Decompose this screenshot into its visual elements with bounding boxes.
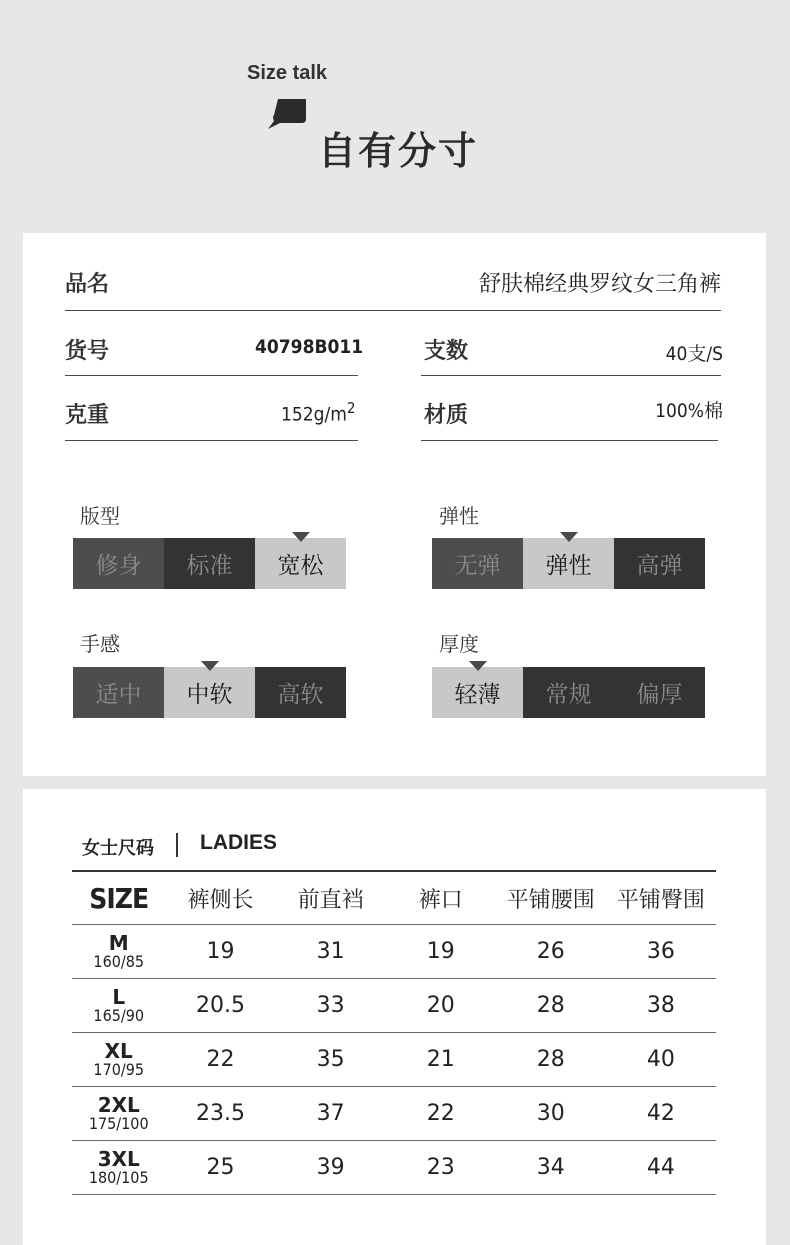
count-label: 支数 — [424, 339, 469, 364]
size-cell — [72, 1033, 165, 1087]
divider — [421, 375, 721, 376]
product-name-label: 品名 — [65, 272, 110, 297]
table-cell: 20.5 — [165, 979, 275, 1033]
scale-option — [614, 538, 705, 589]
size-cell — [72, 979, 165, 1033]
scale-option — [164, 667, 255, 718]
table-cell: 22 — [165, 1033, 275, 1087]
scale-option-label: 修身 — [95, 553, 142, 579]
size-label: 3XL — [97, 1146, 140, 1171]
table-cell: 35 — [276, 1033, 386, 1087]
thickness-title: 厚度 — [439, 632, 479, 656]
table-header-row — [72, 871, 716, 925]
scale-option — [432, 667, 523, 718]
table-cell: 23.5 — [165, 1087, 275, 1141]
hand-feel-scale — [73, 667, 346, 718]
table-cell: 20 — [386, 979, 496, 1033]
material-value: 100%棉 — [655, 400, 723, 422]
table-row — [72, 1087, 716, 1141]
header-waist: 平铺腰围 — [496, 871, 606, 925]
table-cell: 25 — [165, 1141, 275, 1195]
header-side-length: 裤侧长 — [165, 871, 275, 925]
fit-title: 版型 — [80, 504, 120, 528]
product-name-value: 舒肤棉经典罗纹女三角裤 — [478, 272, 721, 297]
table-cell: 21 — [386, 1033, 496, 1087]
item-no-value: 40798B011 — [255, 336, 364, 358]
divider — [65, 440, 358, 441]
speech-bubble-icon — [266, 97, 308, 131]
scale-option-label: 偏厚 — [636, 682, 683, 708]
divider — [65, 375, 358, 376]
table-cell: 40 — [606, 1033, 716, 1087]
table-cell: 23 — [386, 1141, 496, 1195]
scale-option-label: 宽松 — [277, 553, 324, 579]
scale-option-label: 弹性 — [545, 553, 592, 579]
scale-option-label: 轻薄 — [454, 682, 501, 708]
header-leg-opening: 裤口 — [386, 871, 496, 925]
size-cell — [72, 1141, 165, 1195]
title-separator — [176, 833, 178, 857]
header-size: SIZE — [72, 871, 165, 925]
table-row — [72, 1033, 716, 1087]
scale-option — [73, 538, 164, 589]
table-row — [72, 1141, 716, 1195]
size-label: M — [108, 930, 129, 955]
header-hip: 平铺臀围 — [606, 871, 716, 925]
item-no-label: 货号 — [65, 339, 110, 364]
material-label: 材质 — [424, 403, 469, 428]
scale-option — [523, 538, 614, 589]
table-cell: 39 — [276, 1141, 386, 1195]
table-cell: 19 — [386, 925, 496, 979]
scale-option — [255, 667, 346, 718]
page-header — [0, 0, 790, 232]
size-label: XL — [104, 1038, 133, 1063]
table-cell: 26 — [496, 925, 606, 979]
size-sub-label: 170/95 — [93, 1059, 145, 1079]
size-sub-label: 160/85 — [93, 951, 145, 971]
size-table — [72, 870, 716, 1195]
size-table-title-cn: 女士尺码 — [82, 838, 154, 859]
size-cell — [72, 925, 165, 979]
table-row — [72, 925, 716, 979]
product-info-card — [23, 233, 766, 776]
size-cell — [72, 1087, 165, 1141]
divider — [65, 310, 721, 311]
scale-option — [73, 667, 164, 718]
table-cell: 36 — [606, 925, 716, 979]
header-front-rise: 前直裆 — [276, 871, 386, 925]
size-label: L — [112, 984, 126, 1009]
size-talk-label: Size talk — [247, 62, 328, 84]
table-cell: 22 — [386, 1087, 496, 1141]
scale-option — [614, 667, 705, 718]
scale-option-label: 无弹 — [454, 553, 501, 579]
selected-marker-icon — [560, 532, 578, 542]
weight-label: 克重 — [65, 403, 110, 428]
hand-feel-title: 手感 — [80, 632, 120, 656]
table-cell: 28 — [496, 979, 606, 1033]
table-cell: 44 — [606, 1141, 716, 1195]
size-sub-label: 165/90 — [93, 1005, 145, 1025]
table-cell: 19 — [165, 925, 275, 979]
scale-option — [255, 538, 346, 589]
scale-option-label: 标准 — [186, 553, 233, 579]
divider — [421, 440, 718, 441]
table-cell: 38 — [606, 979, 716, 1033]
weight-value: $152g/m^2$ — [281, 399, 356, 426]
elasticity-scale — [432, 538, 705, 589]
selected-marker-icon — [469, 661, 487, 671]
table-cell: 42 — [606, 1087, 716, 1141]
scale-option — [432, 538, 523, 589]
table-cell: 28 — [496, 1033, 606, 1087]
table-cell: 30 — [496, 1087, 606, 1141]
table-cell: 31 — [276, 925, 386, 979]
selected-marker-icon — [292, 532, 310, 542]
elasticity-title: 弹性 — [439, 504, 479, 528]
scale-option-label: 高软 — [277, 682, 324, 708]
fit-scale — [73, 538, 346, 589]
table-cell: 34 — [496, 1141, 606, 1195]
table-cell: 37 — [276, 1087, 386, 1141]
table-row — [72, 979, 716, 1033]
scale-option-label: 适中 — [95, 682, 142, 708]
scale-option — [164, 538, 255, 589]
scale-option-label: 高弹 — [636, 553, 683, 579]
page-title: 自有分寸 — [318, 129, 479, 173]
scale-option — [523, 667, 614, 718]
count-value: 40支/S — [665, 343, 723, 365]
scale-option-label: 常规 — [545, 682, 592, 708]
size-sub-label: 175/100 — [88, 1113, 149, 1133]
table-cell: 33 — [276, 979, 386, 1033]
scale-option-label: 中软 — [186, 682, 233, 708]
size-label: 2XL — [97, 1092, 140, 1117]
size-sub-label: 180/105 — [88, 1167, 149, 1187]
thickness-scale — [432, 667, 705, 718]
selected-marker-icon — [201, 661, 219, 671]
size-table-title-en: LADIES — [200, 831, 278, 854]
